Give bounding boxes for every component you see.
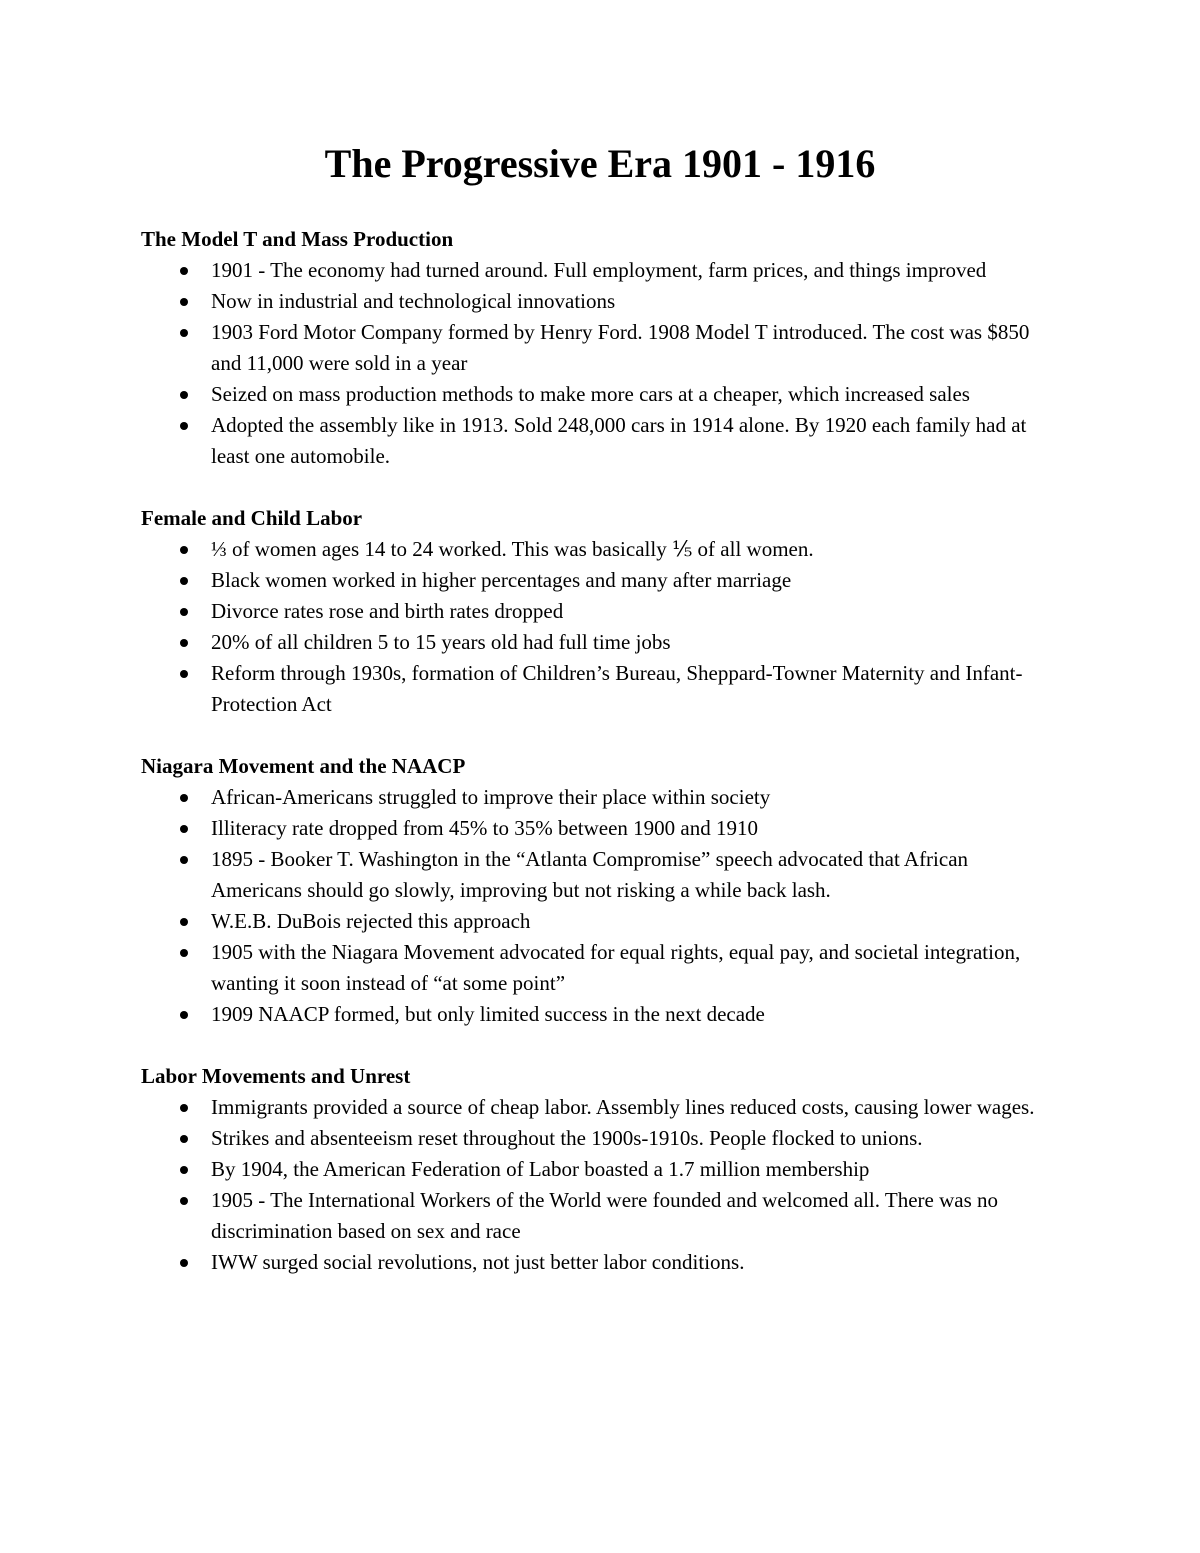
bullet-text: ⅓ of women ages 14 to 24 worked. This was basically ⅕ of all women. [211, 537, 814, 561]
bullet-text: Divorce rates rose and birth rates dropped [211, 599, 564, 623]
bullet-icon [180, 422, 188, 430]
bullet-icon [180, 1259, 188, 1267]
list-item [141, 1185, 1061, 1247]
bullet-icon [180, 639, 188, 647]
bullet-text: Illiteracy rate dropped from 45% to 35% between 1900 and 1910 [211, 816, 758, 840]
bullet-text: By 1904, the American Federation of Labor boasted a 1.7 million membership [211, 1157, 870, 1181]
list-item [141, 782, 1061, 813]
bullet-icon [180, 577, 188, 585]
bullet-icon [180, 329, 188, 337]
bullet-list [141, 782, 1061, 1030]
bullet-icon [180, 1135, 188, 1143]
document-body [141, 224, 1061, 1309]
bullet-text: 1905 with the Niagara Movement advocated for equal rights, equal pay, and societal integration, wanting it soon instead of “at some point” [211, 940, 1021, 995]
bullet-text: Strikes and absenteeism reset throughout the 1900s-1910s. People flocked to unions. [211, 1126, 923, 1150]
list-item [141, 1247, 1061, 1278]
list-item [141, 1123, 1061, 1154]
bullet-text: Now in industrial and technological innovations [211, 289, 616, 313]
list-item [141, 1154, 1061, 1185]
list-item [141, 596, 1061, 627]
bullet-text: African-Americans struggled to improve their place within society [211, 785, 771, 809]
list-item [141, 813, 1061, 844]
bullet-icon [180, 794, 188, 802]
list-item [141, 286, 1061, 317]
list-item [141, 317, 1061, 379]
list-item [141, 255, 1061, 286]
bullet-list [141, 1092, 1061, 1278]
list-item [141, 410, 1061, 472]
bullet-text: Immigrants provided a source of cheap labor. Assembly lines reduced costs, causing lower wages. [211, 1095, 1035, 1119]
bullet-text: Adopted the assembly like in 1913. Sold 248,000 cars in 1914 alone. By 1920 each family had at least one automobile. [211, 413, 1027, 468]
bullet-icon [180, 267, 188, 275]
bullet-text: IWW surged social revolutions, not just better labor conditions. [211, 1250, 745, 1274]
section [141, 224, 1061, 472]
list-item [141, 999, 1061, 1030]
list-item [141, 844, 1061, 906]
bullet-text: Reform through 1930s, formation of Children’s Bureau, Sheppard-Towner Maternity and Infant-Protection Act [211, 661, 1023, 716]
bullet-text: 1895 - Booker T. Washington in the “Atlanta Compromise” speech advocated that African Americans should go slowly, improving but not risking a while back lash. [211, 847, 969, 902]
bullet-icon [180, 949, 188, 957]
bullet-icon [180, 391, 188, 399]
bullet-text: Seized on mass production methods to make more cars at a cheaper, which increased sales [211, 382, 970, 406]
bullet-icon [180, 1197, 188, 1205]
bullet-icon [180, 856, 188, 864]
list-item [141, 906, 1061, 937]
bullet-text: 1903 Ford Motor Company formed by Henry Ford. 1908 Model T introduced. The cost was $850 and 11,000 were sold in a year [211, 320, 1030, 375]
bullet-icon [180, 1011, 188, 1019]
section [141, 1061, 1061, 1278]
bullet-text: Black women worked in higher percentages and many after marriage [211, 568, 792, 592]
bullet-list [141, 255, 1061, 472]
bullet-icon [180, 1104, 188, 1112]
page-title: The Progressive Era 1901 - 1916 [324, 141, 876, 186]
section-heading: The Model T and Mass Production [141, 227, 454, 251]
bullet-icon [180, 298, 188, 306]
list-item [141, 379, 1061, 410]
list-item [141, 565, 1061, 596]
bullet-icon [180, 825, 188, 833]
list-item [141, 658, 1061, 720]
section-heading: Female and Child Labor [141, 506, 363, 530]
section [141, 751, 1061, 1030]
bullet-text: 1909 NAACP formed, but only limited success in the next decade [211, 1002, 765, 1026]
bullet-icon [180, 608, 188, 616]
bullet-list [141, 534, 1061, 720]
bullet-icon [180, 670, 188, 678]
list-item [141, 627, 1061, 658]
list-item [141, 937, 1061, 999]
bullet-icon [180, 1166, 188, 1174]
list-item [141, 534, 1061, 565]
bullet-text: W.E.B. DuBois rejected this approach [211, 909, 531, 933]
list-item [141, 1092, 1061, 1123]
section [141, 503, 1061, 720]
section-heading: Labor Movements and Unrest [141, 1064, 411, 1088]
bullet-icon [180, 546, 188, 554]
bullet-text: 1901 - The economy had turned around. Full employment, farm prices, and things improved [211, 258, 987, 282]
section-heading: Niagara Movement and the NAACP [141, 754, 466, 778]
bullet-text: 20% of all children 5 to 15 years old had full time jobs [211, 630, 671, 654]
bullet-text: 1905 - The International Workers of the World were founded and welcomed all. There was no discrimination based on sex and race [211, 1188, 998, 1243]
bullet-icon [180, 918, 188, 926]
